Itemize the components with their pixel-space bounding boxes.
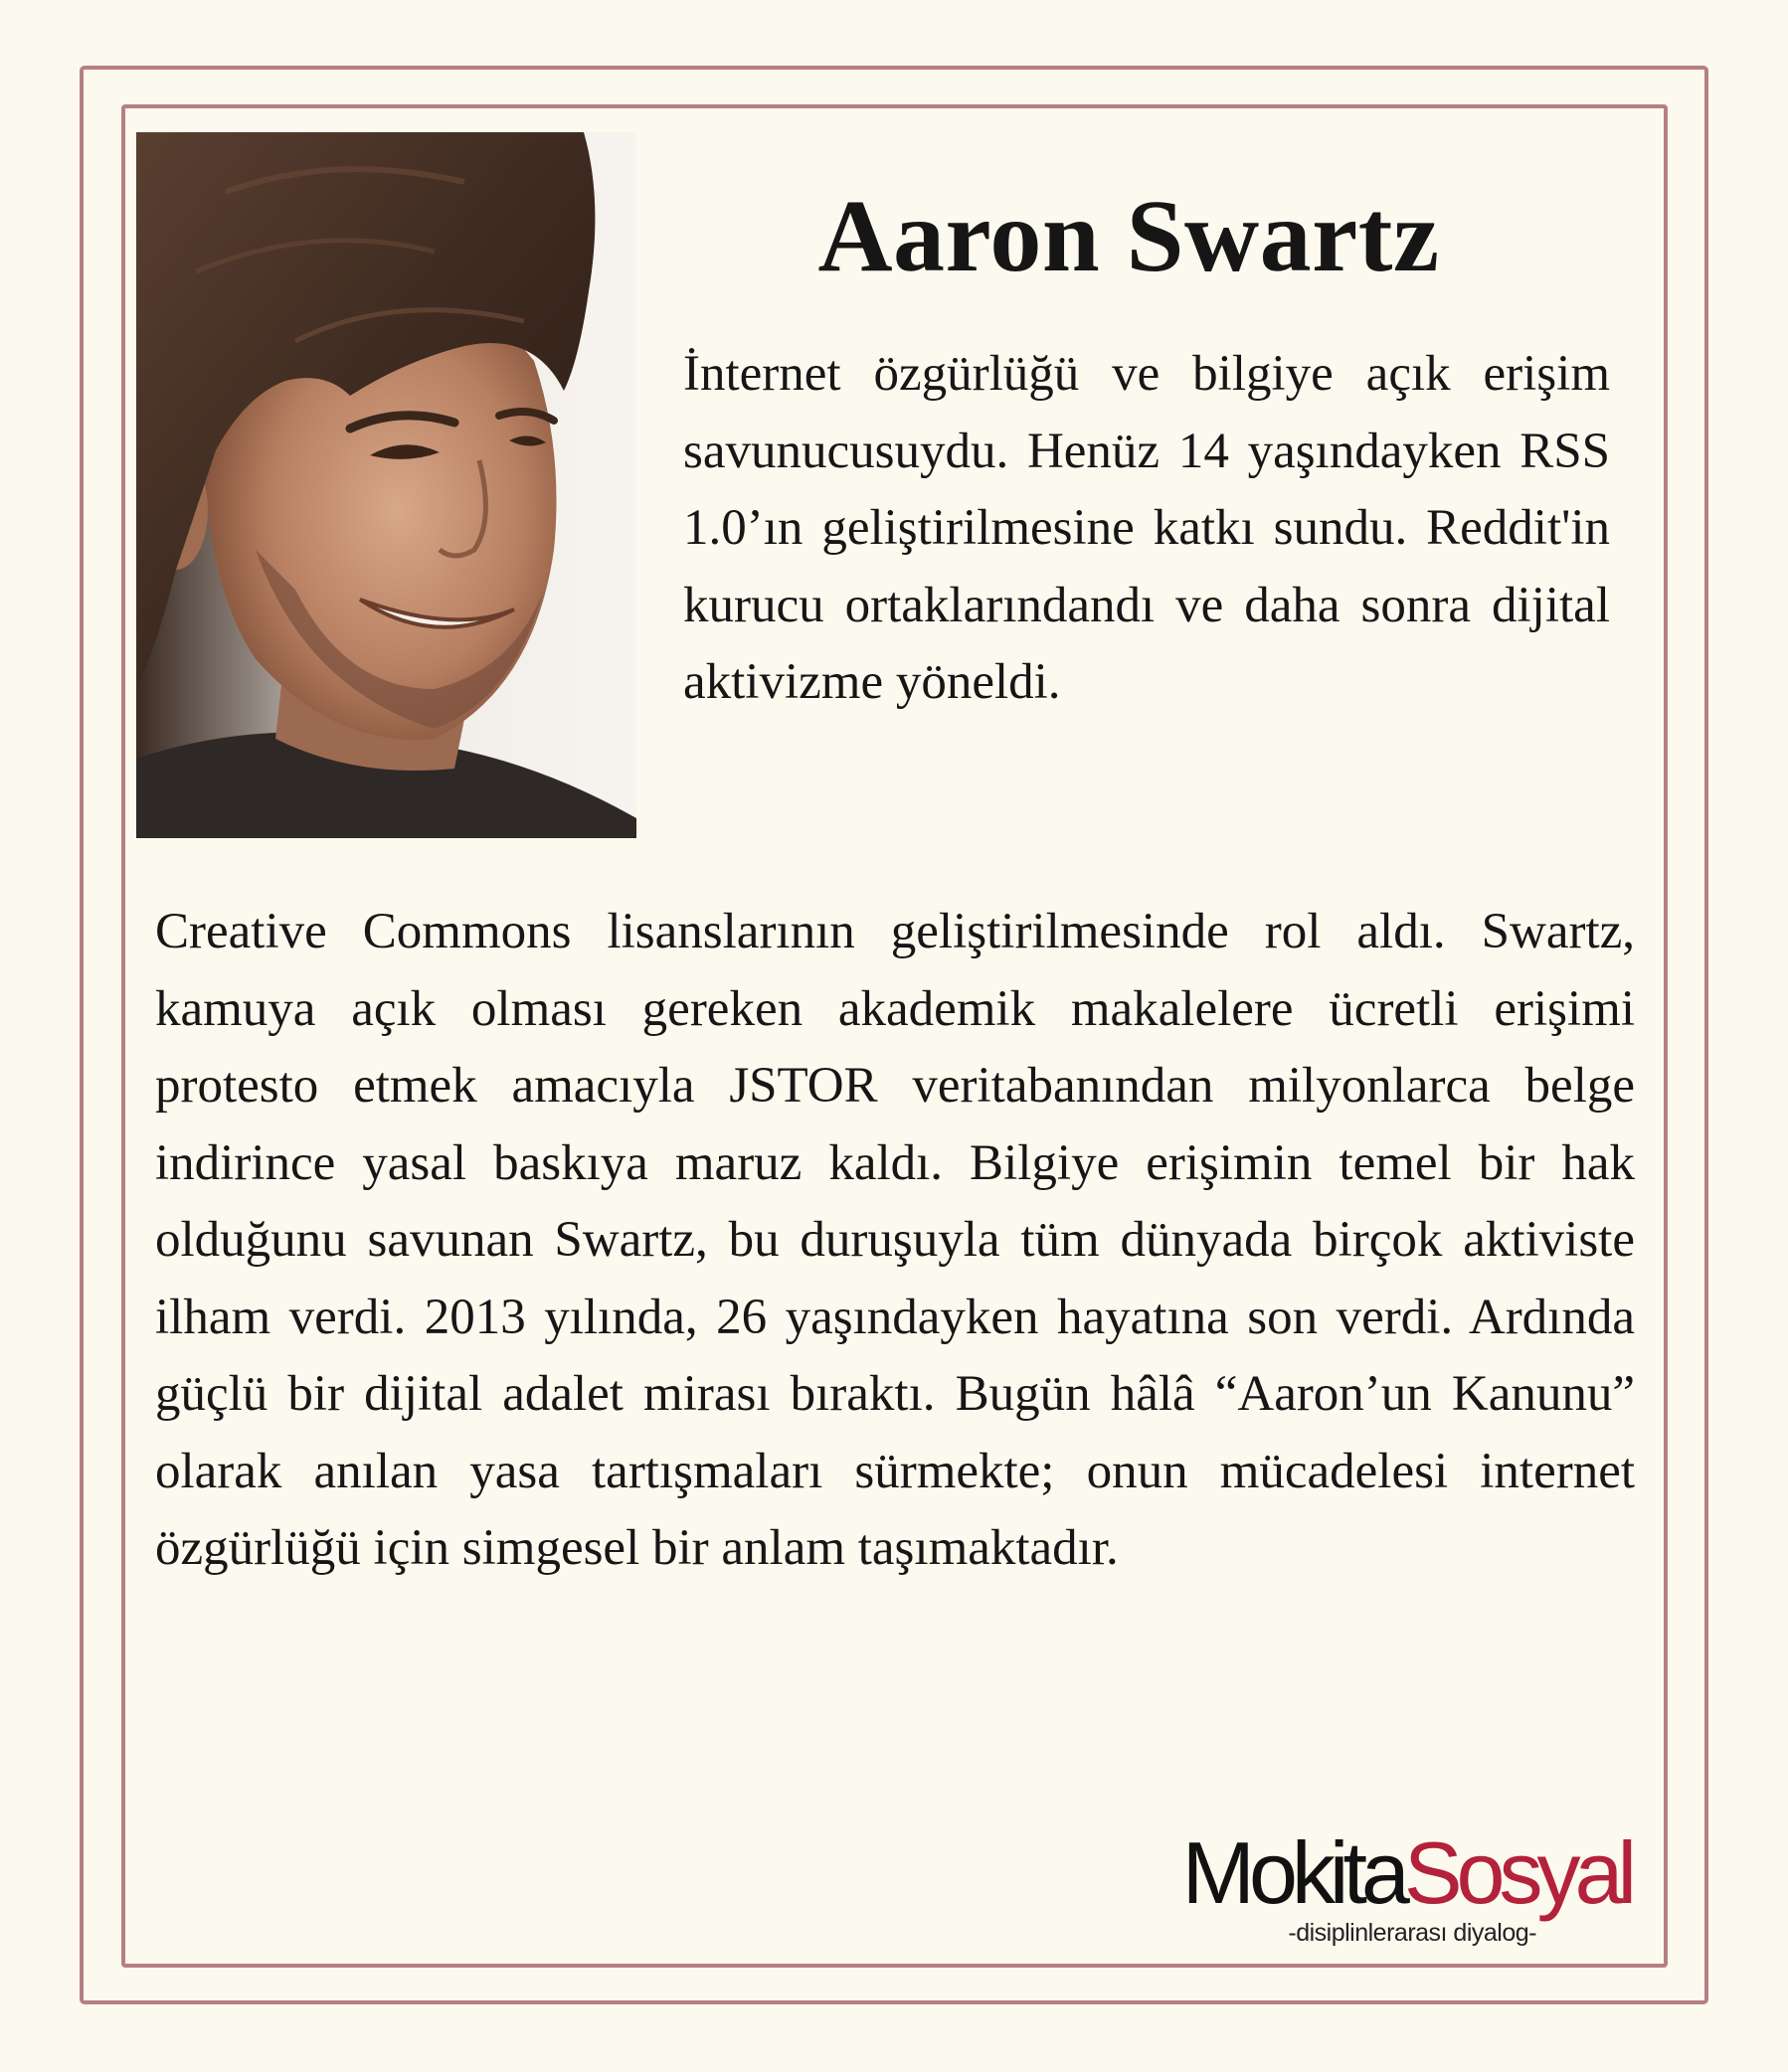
brand-name-part1: Mokita	[1181, 1823, 1404, 1922]
page-title: Aaron Swartz	[817, 179, 1440, 293]
brand-name-part2: Sosyal	[1403, 1823, 1631, 1922]
brand-logo	[1173, 1823, 1631, 1947]
portrait-photo	[136, 132, 636, 838]
intro-paragraph: İnternet özgürlüğü ve bilgiye açık erişim savunucusuydu. Henüz 14 yaşındayken RSS 1.0’ın geliştirilmesine katkı sundu. Reddit'in kurucu ortaklarındandı ve daha sonra dijital aktivizme yöneldi.	[683, 346, 1610, 710]
body-paragraph: Creative Commons lisanslarının geliştirilmesinde rol aldı. Swartz, kamuya açık olması gereken akademik makalelere ücretli erişimi protesto etmek amacıyla JSTOR veritabanından milyonlarca belge indirince yasal baskıya maruz kaldı. Bilgiye erişimin temel bir hak olduğunu savunan Swartz, bu duruşuyla tüm dünyada birçok aktiviste ilham verdi. 2013 yılında, 26 yaşındayken hayatına son verdi. Ardında güçlü bir dijital adalet mirası bıraktı. Bugün hâlâ “Aaron’un Kanunu” olarak anılan yasa tartışmaları sürmekte; onun mücadelesi internet özgürlüğü için simgesel bir anlam taşımaktadır.	[155, 904, 1635, 1576]
brand-tagline: -disiplinlerarası diyalog-	[1288, 1919, 1536, 1947]
brand-name	[1181, 1823, 1631, 1922]
